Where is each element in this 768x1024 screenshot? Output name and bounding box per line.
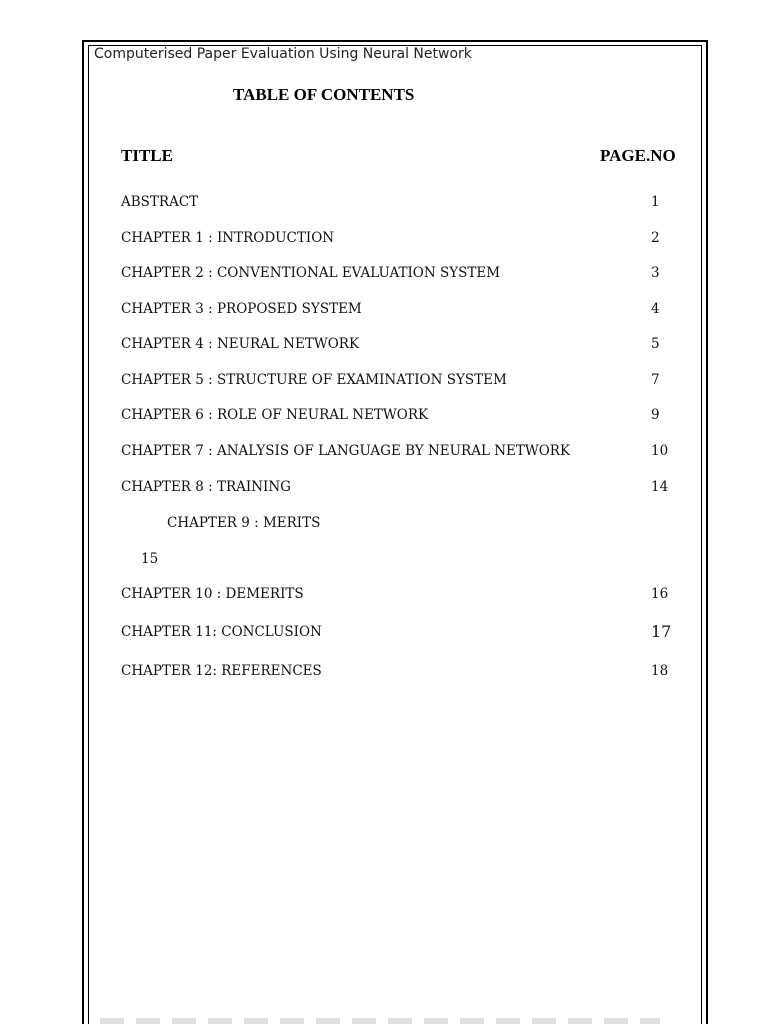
toc-entry-page: 16 <box>651 586 669 602</box>
toc-entry-page: 2 <box>651 230 660 246</box>
toc-entry-label: CHAPTER 6 : ROLE OF NEURAL NETWORK <box>121 407 429 423</box>
toc-entry-page: 5 <box>651 336 660 352</box>
toc-entry-label: CHAPTER 10 : DEMERITS <box>121 586 304 602</box>
column-header-title: TITLE <box>121 146 173 165</box>
toc-entry-page: 10 <box>651 443 669 459</box>
toc-entry-page: 1 <box>651 194 660 210</box>
toc-entry-label: CHAPTER 4 : NEURAL NETWORK <box>121 336 360 352</box>
toc-entry-page: 9 <box>651 407 660 423</box>
toc-entry-page: 15 <box>141 551 159 567</box>
toc-entry-label: CHAPTER 2 : CONVENTIONAL EVALUATION SYSTEM <box>121 265 501 281</box>
toc-entry-label: CHAPTER 5 : STRUCTURE OF EXAMINATION SYSTEM <box>121 372 507 388</box>
cut-off-footer <box>100 1018 660 1024</box>
toc-entry-label: CHAPTER 11: CONCLUSION <box>121 624 322 640</box>
toc-entry-label: CHAPTER 12: REFERENCES <box>121 663 322 679</box>
toc-entry-page: 3 <box>651 265 660 281</box>
toc-entry-page: 18 <box>651 663 669 679</box>
toc-entry-page: 4 <box>651 301 660 317</box>
toc-heading: TABLE OF CONTENTS <box>233 85 415 104</box>
toc-entry-page: 14 <box>651 479 669 495</box>
toc-entry-label: CHAPTER 8 : TRAINING <box>121 479 291 495</box>
toc-entry-page: 17 <box>651 622 672 641</box>
toc-entry-label: CHAPTER 7 : ANALYSIS OF LANGUAGE BY NEURAL NETWORK <box>121 443 571 459</box>
column-header-page: PAGE.NO <box>600 146 676 165</box>
page-border-inner <box>88 45 702 1024</box>
toc-entry-label: ABSTRACT <box>121 194 199 210</box>
toc-entry-label: CHAPTER 3 : PROPOSED SYSTEM <box>121 301 362 317</box>
toc-entry-page: 7 <box>651 372 660 388</box>
toc-entry-label: CHAPTER 1 : INTRODUCTION <box>121 230 335 246</box>
running-header: Computerised Paper Evaluation Using Neural Network <box>94 46 472 62</box>
toc-entry-label: CHAPTER 9 : MERITS <box>167 515 321 531</box>
